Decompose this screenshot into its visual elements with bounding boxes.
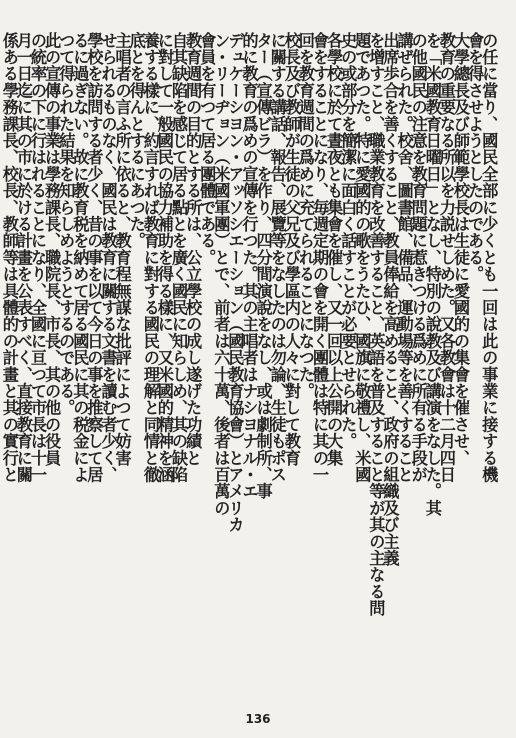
text-column: 校長及び教師が生徒の父兄及び學區内の人々に對して教育 <box>281 32 301 467</box>
text-column: 大學總長及び師範學校長は生徒に愛國的の集會を催させ、 <box>451 32 470 467</box>
text-column: 底とを得んとするにあつた。 <box>126 32 146 250</box>
text-column: 會員を有つて居る團體である。 <box>197 32 217 266</box>
text-column: るに過ぎない。故に教育税を納めて居る國民に其の税金によ <box>70 32 90 483</box>
text-column: ン・リーヂョン（米國軍團）とで、前者は六十萬、後者は百萬の <box>211 32 231 517</box>
text-column: 會をすることになり、毎週定期の會を開く團體は特に其の一 <box>310 32 329 483</box>
text-column: デュケーシヨン・アッソシエーション（國民教育協會）とアメリカ <box>225 32 245 533</box>
text-column: 教育週間の目的とする所は、公立學校の成し遂げた功績と <box>183 32 203 467</box>
text-column: の他國民の注意を教育問題に惹きつける爲めに所有る手段が <box>408 32 428 483</box>
text-column: 教育の重要なる所以を力説せしめた。又各教會は十二月四日 <box>436 32 456 483</box>
text-column: を「米國教育日曜日」となし、特別の說教及び講演をなした。其 <box>422 32 442 517</box>
text-column: 會を得させようとしたのである。 <box>465 32 485 283</box>
text-column: 各學校に於て晝夜とも集會を催し、又一回以上公開の大集 <box>324 32 344 467</box>
text-column: 出席歩合を善くすること、教員俸給を高めること、政府の組織及び主義 <box>380 32 400 567</box>
text-column: 學校を訪問する者少く、昔の事を以て今日の事を推察して居 <box>84 32 104 483</box>
text-column: 講ぜられた。校舍、圖書館、備品、運動場等を善くすること <box>394 32 414 483</box>
text-column: 自其缺陷を感じて居る點とを廣く國民に知らしめ、其の缺陷 <box>169 32 188 483</box>
text-column: 主唱者の言ふ所に依ると、教育程無謀な批評によつて妨害 <box>112 32 132 467</box>
text-column: ター（宣傳ビラ）を作り、四分間演說をなし、或は劇制所、事 <box>253 32 273 500</box>
text-column: の統率の下に行はれることになり、全國に亘つて市長は十一 <box>28 32 47 483</box>
text-column: 的に教育の爲めの宣傳を行つた。其の主唱者はナシヨナル・エ <box>239 32 259 500</box>
text-column: 題であつた。特に愛國的の歌をうたひ、國旗に敬禮し、米國 <box>352 32 372 483</box>
text-column: せられるものなく、國民は教育に關する文書を讀む者少く、 <box>98 32 118 483</box>
text-column: 係ある學務課長、校長、教師等は具體的の計畫と其の實行と <box>0 32 19 483</box>
text-column: つて得られた結果を知らしめようとするのである。 <box>56 32 76 417</box>
text-column: 史の或部分を簡潔に面白く話すことが必要とせられた。 <box>338 32 358 450</box>
text-column: 此の宣傳の事業は學務課長、職院長、市長、其の他の役員 <box>42 32 62 467</box>
text-column: に關する講話、報告、展覽等をなしたのは勿論、生徒もポス <box>267 32 287 483</box>
text-column: 養する樣に、約言すれば教育に對する國民の理解と同情と徹 <box>140 32 160 483</box>
text-column: 回を教育週間の爲めに充てられることになつた。 <box>295 32 315 400</box>
text-column: に對して一般國民の協力補助を得る樣に、又米國的精神を涵 <box>154 32 174 483</box>
page-number: 136 <box>245 712 271 726</box>
text-column: を增すこと、職業教育を改善すること、英語を普及すること等が其の主なる問 <box>366 32 386 617</box>
text-column: の任に當り、國民全部に少くとも一回は此の事業に接する機 <box>479 32 499 483</box>
text-column: 月一日迄に其の市に於ける計畫を公表すべく、直接教育に關 <box>13 32 33 483</box>
